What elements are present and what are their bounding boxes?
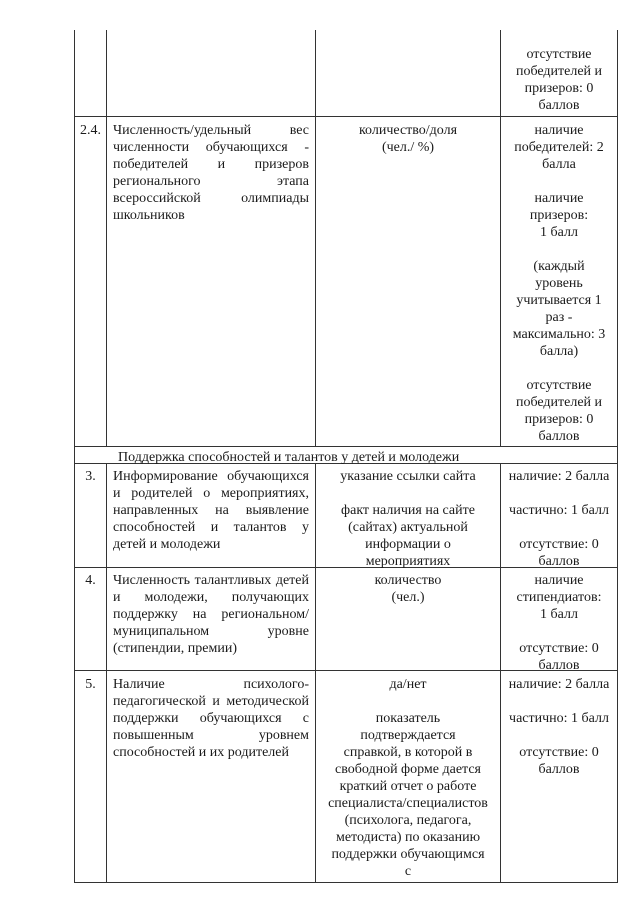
score-line: учитывается 1 — [516, 293, 602, 308]
criterion-cell: Информирование обучающихся и родителей о мероприятиях, направленных на выявление способностей и талантов у детей и молодежи — [113, 469, 309, 552]
column-divider-3 — [500, 30, 501, 446]
unit-line: информации о — [365, 537, 451, 552]
section-header: Поддержка способностей и талантов у детей и молодежи — [118, 450, 460, 465]
unit-line: количество/доля — [358, 123, 458, 138]
score-line: победителей и — [515, 395, 603, 410]
row-border — [74, 882, 618, 883]
score-cell — [502, 122, 616, 445]
score-line: призеров: — [529, 208, 589, 223]
unit-line: с — [404, 864, 412, 879]
score-line: отсутствие: 0 — [519, 537, 599, 552]
score-line: наличие — [534, 123, 584, 138]
criterion-cell: Численность/удельный вес численности обучающихся - победителей и призеров регионального этапа всероссийской олимпиады школьников — [113, 123, 309, 223]
score-line — [502, 241, 616, 258]
unit-cell — [317, 468, 499, 570]
score-line: 1 балл — [540, 225, 578, 240]
score-line: отсутствие — [526, 47, 592, 62]
score-line: наличие — [534, 191, 584, 206]
score-line: раз - — [545, 310, 573, 325]
unit-line: количество — [374, 573, 442, 588]
column-divider-1 — [106, 463, 107, 883]
score-line: (каждый — [533, 259, 585, 274]
score-cell — [502, 572, 616, 674]
unit-cell — [317, 122, 499, 156]
score-line: уровень — [535, 276, 583, 291]
score-line — [502, 360, 616, 377]
score-line — [502, 485, 616, 502]
column-divider-2 — [315, 463, 316, 883]
unit-line: (чел./ %) — [381, 140, 435, 155]
score-line: наличие: 2 балла — [508, 677, 610, 692]
score-line: отсутствие — [526, 378, 592, 393]
unit-cell — [317, 676, 499, 880]
unit-line: (чел.) — [391, 590, 425, 605]
unit-line — [317, 693, 499, 710]
row-number: 4. — [85, 573, 96, 588]
table-border-right — [617, 30, 618, 883]
column-divider-3 — [500, 463, 501, 883]
score-cell — [502, 46, 616, 114]
score-line: частично: 1 балл — [509, 711, 609, 726]
table-border-left — [74, 30, 75, 883]
unit-line: подтверждается — [360, 728, 456, 743]
score-line: наличие — [534, 573, 584, 588]
unit-line: методиста) по оказанию — [335, 830, 481, 845]
score-line: 1 балл — [540, 607, 578, 622]
unit-line: специалиста/специалистов — [328, 796, 488, 811]
column-divider-2 — [315, 30, 316, 446]
unit-line: указание ссылки сайта — [340, 469, 476, 484]
score-cell — [502, 468, 616, 570]
unit-line: мероприятиях — [365, 554, 451, 569]
score-line: призеров: 0 — [524, 81, 594, 96]
score-line: баллов — [538, 554, 580, 569]
score-line: наличие: 2 балла — [508, 469, 610, 484]
score-line: баллов — [538, 658, 580, 673]
score-line — [502, 623, 616, 640]
score-line: балла — [542, 157, 576, 172]
unit-line: справкой, в которой в — [343, 745, 473, 760]
unit-line: свободной форме дается — [335, 762, 481, 777]
score-line: призеров: 0 — [524, 412, 594, 427]
score-line: баллов — [538, 762, 580, 777]
score-line: баллов — [538, 98, 580, 113]
score-line: победителей и — [515, 64, 603, 79]
row-number: 5. — [85, 677, 96, 692]
score-line: баллов — [538, 429, 580, 444]
row-number: 2.4. — [80, 123, 101, 138]
score-line: отсутствие: 0 — [519, 745, 599, 760]
score-line: стипендиатов: — [516, 590, 602, 605]
score-line — [502, 173, 616, 190]
row-number: 3. — [85, 469, 96, 484]
unit-line: (психолога, педагога, — [344, 813, 472, 828]
unit-line: (сайтах) актуальной — [348, 520, 468, 535]
unit-line: факт наличия на сайте — [341, 503, 475, 518]
column-divider-1 — [106, 30, 107, 446]
score-line — [502, 519, 616, 536]
unit-line: поддержки обучающимся — [331, 847, 485, 862]
score-cell — [502, 676, 616, 778]
row-border — [74, 446, 618, 447]
unit-line — [317, 485, 499, 502]
score-line — [502, 727, 616, 744]
score-line: победителей: 2 — [514, 140, 604, 155]
unit-cell — [317, 572, 499, 606]
unit-line: краткий отчет о работе — [339, 779, 477, 794]
score-line: частично: 1 балл — [509, 503, 609, 518]
criterion-cell: Наличие психолого-педагогической и методической поддержки обучающихся с повышенным уровнем способностей и их родителей — [113, 677, 309, 760]
unit-line: да/нет — [389, 677, 427, 692]
score-line: максимально: 3 — [512, 327, 606, 342]
criterion-cell: Численность талантливых детей и молодежи, получающих поддержку на региональном/муниципальном уровне (стипендии, премии) — [113, 573, 309, 656]
score-line: балла) — [539, 344, 579, 359]
unit-line: показатель — [375, 711, 441, 726]
score-line — [502, 693, 616, 710]
row-border — [74, 116, 618, 117]
score-line: отсутствие: 0 — [519, 641, 599, 656]
